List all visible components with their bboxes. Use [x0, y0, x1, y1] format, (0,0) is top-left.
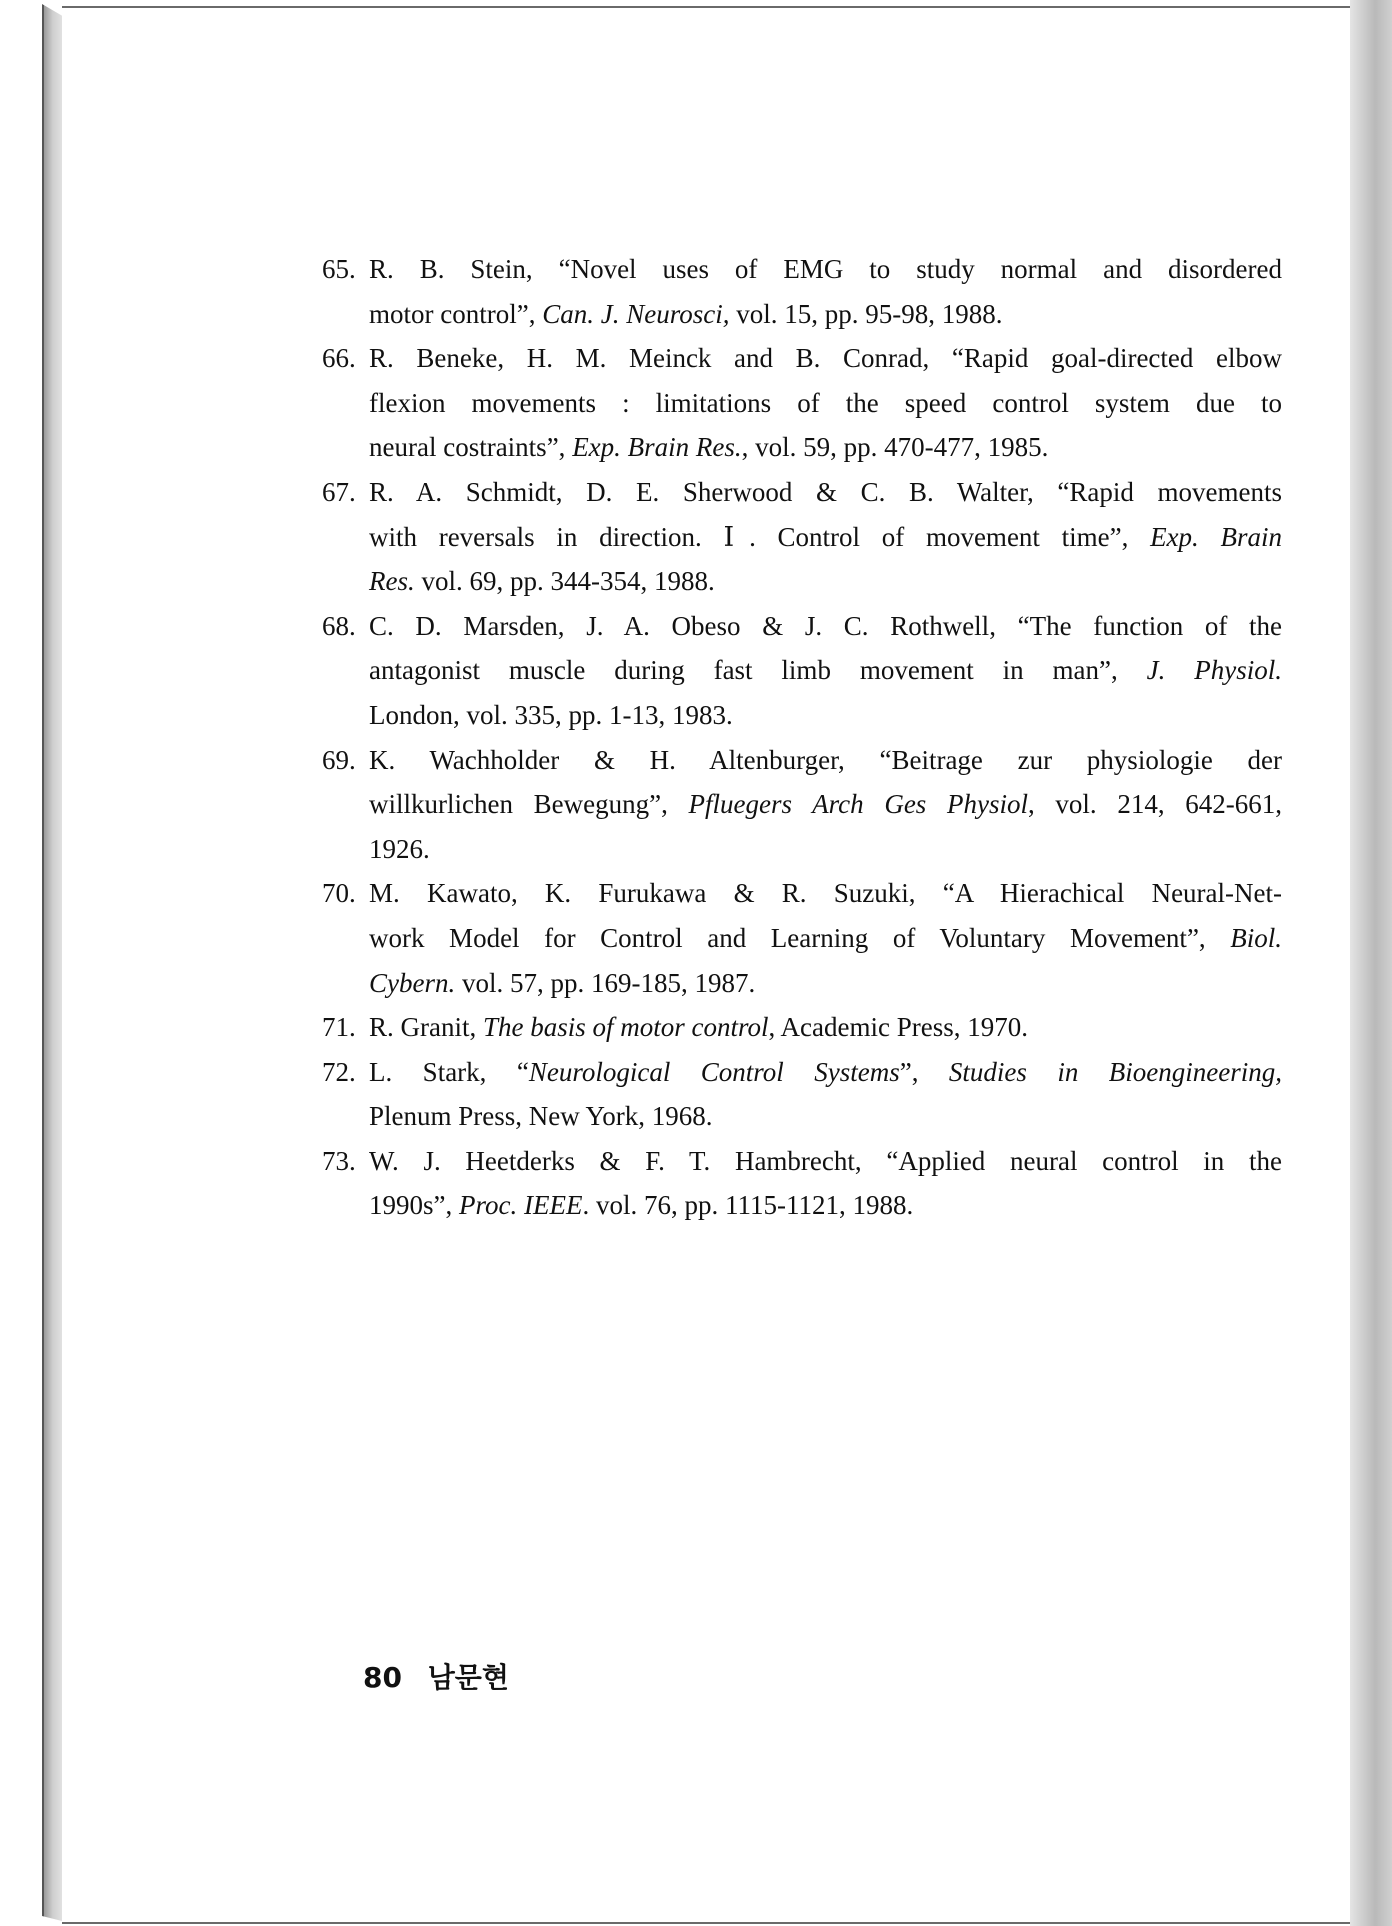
reference-line: [369, 782, 1282, 827]
reference-list: [322, 247, 1282, 1228]
reference-text: C. D. Marsden, J. A. Obeso & J. C. Rothwell, “The function of the: [369, 610, 1282, 641]
reference-text: vol. 69, pp. 344-354, 1988.: [414, 566, 715, 597]
reference-item: [322, 1139, 1282, 1228]
reference-italic-text: Res.: [369, 566, 415, 597]
reference-text: W. J. Heetderks & F. T. Hambrecht, “Applied neural control in the: [369, 1145, 1282, 1176]
reference-line: [369, 916, 1282, 961]
reference-number: 73.: [322, 1145, 356, 1176]
reference-number: 69.: [322, 744, 356, 775]
reference-number: 66.: [322, 343, 356, 374]
reference-text: work Model for Control and Learning of Voluntary Movement”,: [369, 922, 1231, 953]
reference-text: antagonist muscle during fast limb movement in man”,: [369, 655, 1147, 686]
reference-line: [369, 738, 1282, 783]
reference-text: R. Beneke, H. M. Meinck and B. Conrad, “Rapid goal-directed elbow: [369, 343, 1282, 374]
reference-text: London, vol. 335, pp. 1-13, 1983.: [369, 699, 733, 730]
reference-text: . vol. 76, pp. 1115-1121, 1988.: [582, 1190, 914, 1221]
reference-line: [369, 1005, 1282, 1050]
reference-text: 1926.: [369, 833, 430, 864]
reference-italic-text: Exp. Brain: [1150, 521, 1282, 552]
reference-number: 70.: [322, 878, 356, 909]
reference-text: R. A. Schmidt, D. E. Sherwood & C. B. Walter, “Rapid movements: [369, 476, 1282, 507]
reference-italic-text: Proc. IEEE: [459, 1190, 583, 1221]
reference-text: willkurlichen Bewegung”,: [369, 789, 689, 820]
reference-line: [369, 381, 1282, 426]
author-name: 남문현: [427, 1661, 509, 1694]
reference-text: with reversals in direction. Ⅰ. Control of movement time”,: [369, 521, 1151, 552]
reference-item: [322, 247, 1282, 336]
reference-italic-text: The basis of motor control: [483, 1012, 769, 1043]
reference-number: 67.: [322, 476, 356, 507]
reference-item: [322, 1005, 1282, 1050]
reference-number: 68.: [322, 610, 356, 641]
reference-line: [369, 515, 1282, 560]
reference-text: neural costraints”,: [369, 432, 573, 463]
reference-number: 65.: [322, 254, 356, 284]
reference-italic-text: Neurological Control Systems: [528, 1056, 900, 1087]
reference-italic-text: Exp. Brain Res.: [572, 432, 742, 463]
reference-text: ”,: [899, 1056, 949, 1087]
reference-text: L. Stark, “: [369, 1056, 529, 1087]
reference-line: [369, 470, 1282, 515]
reference-line: [369, 648, 1282, 693]
reference-line: [369, 961, 1282, 1006]
reference-text: K. Wachholder & H. Altenburger, “Beitrage zur physiologie der: [369, 744, 1282, 775]
reference-line: [369, 827, 1282, 872]
reference-text: , vol. 214, 642-661,: [1027, 789, 1282, 820]
reference-italic-text: Can. J. Neurosci,: [542, 298, 730, 329]
reference-italic-text: Cybern.: [369, 967, 456, 998]
reference-italic-text: Studies in Bioengineering,: [948, 1056, 1283, 1087]
reference-number: 71.: [322, 1012, 356, 1043]
reference-text: , Academic Press, 1970.: [768, 1012, 1028, 1043]
reference-text: , vol. 59, pp. 470-477, 1985.: [741, 432, 1049, 463]
page-number: 80: [363, 1661, 402, 1694]
reference-italic-text: J. Physiol.: [1146, 655, 1282, 686]
reference-line: [369, 1094, 1282, 1139]
reference-line: [369, 604, 1282, 649]
reference-item: [322, 336, 1282, 470]
reference-line: [369, 292, 1282, 337]
reference-item: [322, 738, 1282, 872]
page-footer: [363, 1656, 509, 1696]
reference-text: 1990s”,: [369, 1190, 459, 1221]
reference-item: [322, 470, 1282, 604]
reference-line: [369, 336, 1282, 381]
reference-italic-text: Pfluegers Arch Ges Physiol: [688, 789, 1028, 820]
reference-italic-text: Biol.: [1230, 922, 1282, 953]
reference-item: [322, 871, 1282, 1005]
reference-text: Plenum Press, New York, 1968.: [369, 1101, 713, 1132]
reference-line: [369, 871, 1282, 916]
reference-line: [369, 693, 1282, 738]
reference-line: [369, 1183, 1282, 1228]
reference-line: [369, 559, 1282, 604]
reference-text: vol. 57, pp. 169-185, 1987.: [455, 967, 756, 998]
page-stack-shadow: [1350, 0, 1392, 1926]
reference-line: [369, 1139, 1282, 1184]
reference-line: [369, 247, 1282, 292]
reference-item: [322, 604, 1282, 738]
reference-item: [322, 1050, 1282, 1139]
reference-line: [369, 425, 1282, 470]
reference-text: motor control”,: [369, 298, 543, 329]
reference-text: R. Granit,: [369, 1012, 483, 1043]
reference-text: M. Kawato, K. Furukawa & R. Suzuki, “A Hierachical Neural-Net-: [369, 878, 1282, 909]
reference-text: R. B. Stein, “Novel uses of EMG to study normal and disordered: [369, 254, 1282, 284]
reference-text: flexion movements : limitations of the speed control system due to: [369, 387, 1282, 418]
reference-line: [369, 1050, 1282, 1095]
reference-text: vol. 15, pp. 95-98, 1988.: [729, 298, 1003, 329]
reference-number: 72.: [322, 1056, 356, 1087]
